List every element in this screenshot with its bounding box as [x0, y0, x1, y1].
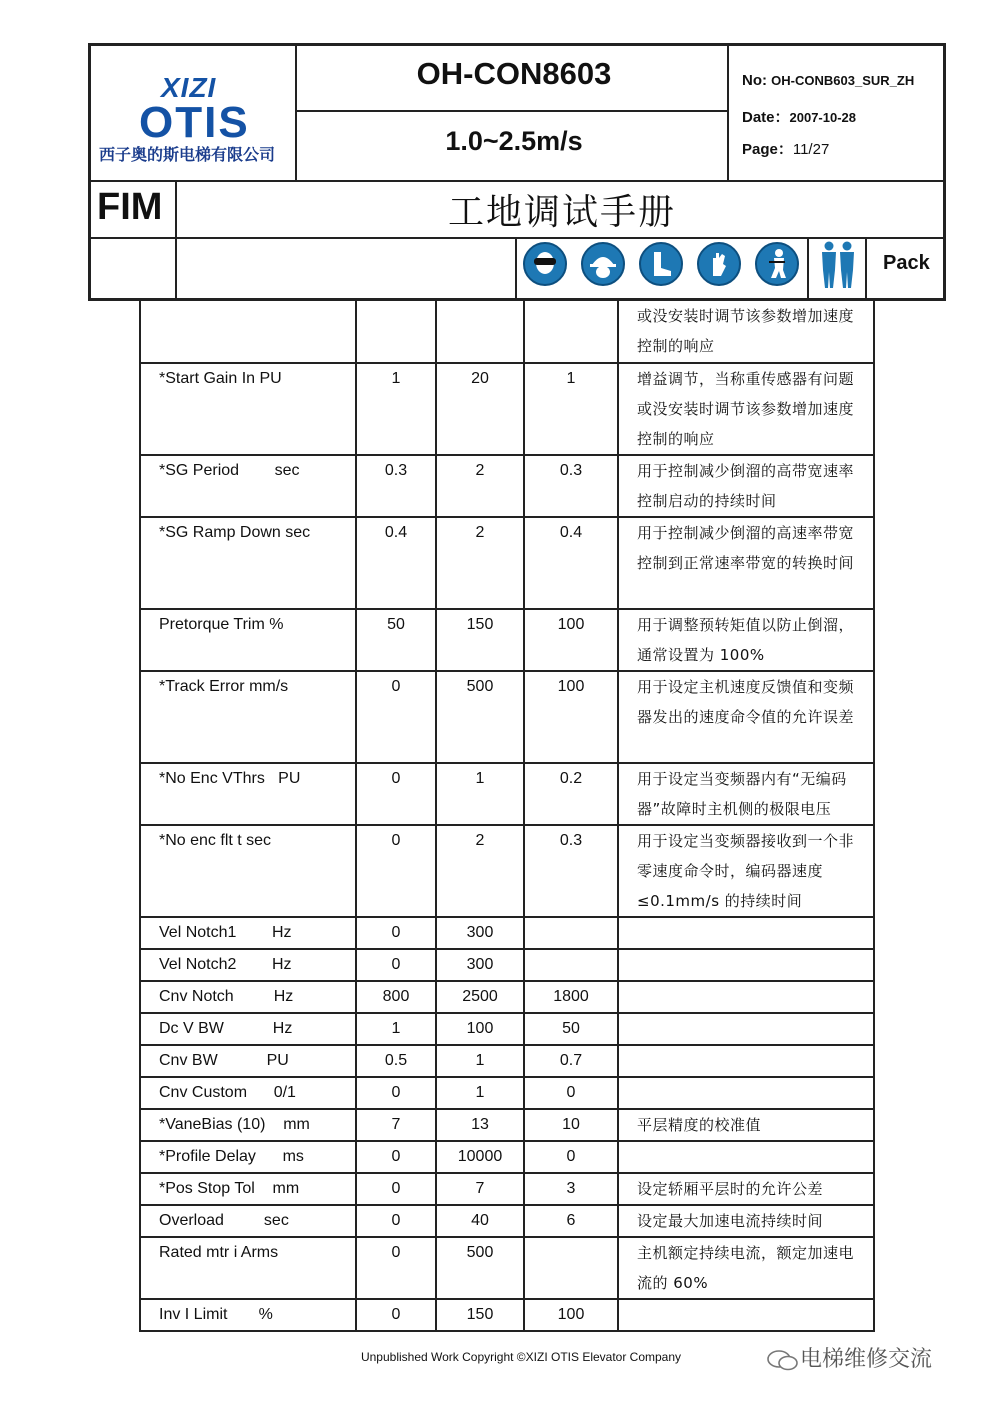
param-max: 300 [436, 917, 524, 949]
param-description [618, 1045, 874, 1077]
param-description: 设定最大加速电流持续时间 [618, 1205, 874, 1237]
param-default: 0 [524, 1141, 618, 1173]
param-description: 用于设定主机速度反馈值和变频器发出的速度命令值的允许误差 [618, 671, 874, 763]
document-header [88, 43, 946, 301]
param-description [618, 981, 874, 1013]
param-default: 50 [524, 1013, 618, 1045]
param-max: 2 [436, 517, 524, 609]
divider [91, 180, 943, 182]
divider [515, 237, 517, 298]
param-max: 500 [436, 671, 524, 763]
param-default: 0.2 [524, 763, 618, 825]
category-label: FIM [97, 186, 163, 228]
param-description [618, 1077, 874, 1109]
table-row [140, 917, 874, 949]
table-row [140, 1045, 874, 1077]
param-description [618, 1013, 874, 1045]
speed-range: 1.0~2.5m/s [445, 126, 583, 156]
param-min: 800 [356, 981, 436, 1013]
param-default: 1800 [524, 981, 618, 1013]
param-name: *No enc flt t sec [140, 825, 356, 917]
param-default: 100 [524, 671, 618, 763]
param-description: 用于调整预转矩值以防止倒溜，通常设置为 100% [618, 609, 874, 671]
param-description: 或没安装时调节该参数增加速度控制的响应 [618, 301, 874, 363]
param-min: 50 [356, 609, 436, 671]
param-default: 0 [524, 1077, 618, 1109]
param-description: 设定轿厢平层时的允许公差 [618, 1173, 874, 1205]
param-max: 1 [436, 1077, 524, 1109]
param-description: 平层精度的校准值 [618, 1109, 874, 1141]
manual-title: 工地调试手册 [447, 192, 676, 233]
param-description [618, 917, 874, 949]
param-name: *Pos Stop Tol mm [140, 1173, 356, 1205]
param-default: 0.3 [524, 825, 618, 917]
param-max: 150 [436, 1299, 524, 1331]
param-name: Vel Notch2 Hz [140, 949, 356, 981]
param-min: 0 [356, 1077, 436, 1109]
param-description [618, 1141, 874, 1173]
table-row [140, 1173, 874, 1205]
logo-otis: OTIS [139, 98, 250, 147]
doc-page-value: 11/27 [792, 141, 830, 158]
param-min: 0 [356, 949, 436, 981]
table-row [140, 1237, 874, 1299]
harness-icon [755, 242, 799, 286]
param-max: 2 [436, 455, 524, 517]
watermark-text: 电梯维修交流 [800, 1347, 933, 1372]
param-description: 用于设定当变频器接收到一个非零速度命令时，编码器速度≤0.1mm/s 的持续时间 [618, 825, 874, 917]
param-default: 100 [524, 1299, 618, 1331]
param-max: 2 [436, 825, 524, 917]
param-max: 13 [436, 1109, 524, 1141]
table-row [140, 671, 874, 763]
param-name: Overload sec [140, 1205, 356, 1237]
two-people-icon [815, 240, 861, 294]
param-name: *SG Ramp Down sec [140, 517, 356, 609]
param-default [524, 949, 618, 981]
logo-xizi: XIZI [161, 72, 217, 103]
company-name: 西子奥的斯电梯有限公司 [99, 145, 276, 164]
table-row [140, 825, 874, 917]
parameter-table-body [140, 301, 874, 1331]
param-min: 0.3 [356, 455, 436, 517]
param-description: 增益调节，当称重传感器有问题或没安装时调节该参数增加速度控制的响应 [618, 363, 874, 455]
table-row [140, 1013, 874, 1045]
table-row [140, 609, 874, 671]
param-min: 1 [356, 1013, 436, 1045]
param-min: 1 [356, 363, 436, 455]
document-code: OH-CON8603 [416, 56, 612, 91]
param-name: Rated mtr i Arms [140, 1237, 356, 1299]
param-min: 0 [356, 1141, 436, 1173]
table-row [140, 1109, 874, 1141]
param-name: *Track Error mm/s [140, 671, 356, 763]
param-name: *Start Gain In PU [140, 363, 356, 455]
param-min: 0 [356, 1205, 436, 1237]
param-default: 100 [524, 609, 618, 671]
param-min: 0 [356, 1173, 436, 1205]
param-max: 150 [436, 609, 524, 671]
doc-date-value: 2007-10-28 [789, 110, 857, 125]
param-default [524, 1237, 618, 1299]
param-name: Cnv Notch Hz [140, 981, 356, 1013]
param-min: 0.5 [356, 1045, 436, 1077]
param-description: 主机额定持续电流，额定加速电流的 60% [618, 1237, 874, 1299]
divider [865, 237, 867, 298]
param-description [618, 1299, 874, 1331]
safety-boots-icon [639, 242, 683, 286]
param-default: 3 [524, 1173, 618, 1205]
param-name: *No Enc VThrs PU [140, 763, 356, 825]
param-name: Cnv Custom 0/1 [140, 1077, 356, 1109]
pack-label: Pack [883, 252, 930, 274]
param-name: Pretorque Trim % [140, 609, 356, 671]
param-default: 1 [524, 363, 618, 455]
safety-goggles-icon [523, 242, 567, 286]
table-row [140, 1205, 874, 1237]
param-default: 0.4 [524, 517, 618, 609]
param-min: 0 [356, 1237, 436, 1299]
table-row [140, 763, 874, 825]
param-description [618, 949, 874, 981]
table-row [140, 455, 874, 517]
hard-hat-icon [581, 242, 625, 286]
table-row [140, 301, 874, 363]
param-default: 10 [524, 1109, 618, 1141]
param-max: 40 [436, 1205, 524, 1237]
table-row [140, 981, 874, 1013]
param-min: 7 [356, 1109, 436, 1141]
param-name: *SG Period sec [140, 455, 356, 517]
param-min: 0 [356, 825, 436, 917]
doc-page-label: Page： [742, 141, 793, 158]
param-max: 1 [436, 763, 524, 825]
table-row [140, 949, 874, 981]
doc-page [742, 138, 829, 159]
table-row [140, 1299, 874, 1331]
doc-date [742, 106, 856, 127]
param-name: Vel Notch1 Hz [140, 917, 356, 949]
param-min: 0 [356, 671, 436, 763]
param-default: 0.7 [524, 1045, 618, 1077]
param-name: *VaneBias (10) mm [140, 1109, 356, 1141]
param-description: 用于控制减少倒溜的高带宽速率控制启动的持续时间 [618, 455, 874, 517]
param-max: 2500 [436, 981, 524, 1013]
param-max: 500 [436, 1237, 524, 1299]
param-max [436, 301, 524, 363]
doc-number-label: No: [742, 72, 767, 89]
param-max: 1 [436, 1045, 524, 1077]
param-default [524, 917, 618, 949]
table-row [140, 363, 874, 455]
table-row [140, 517, 874, 609]
divider [807, 237, 809, 298]
chat-bubble-icon [766, 1348, 800, 1372]
divider [295, 110, 729, 112]
watermark [766, 1342, 932, 1373]
copyright-footer: Unpublished Work Copyright ©XIZI OTIS Elevator Company [360, 1350, 682, 1364]
param-min: 0 [356, 917, 436, 949]
param-description: 用于控制减少倒溜的高速率带宽控制到正常速率带宽的转换时间 [618, 517, 874, 609]
param-name: Inv I Limit % [140, 1299, 356, 1331]
parameter-table [139, 301, 875, 1332]
param-min [356, 301, 436, 363]
param-min: 0 [356, 1299, 436, 1331]
doc-number [742, 72, 914, 89]
param-max: 100 [436, 1013, 524, 1045]
param-max: 7 [436, 1173, 524, 1205]
param-name: Dc V BW Hz [140, 1013, 356, 1045]
param-max: 300 [436, 949, 524, 981]
param-max: 10000 [436, 1141, 524, 1173]
param-default [524, 301, 618, 363]
param-min: 0.4 [356, 517, 436, 609]
param-default: 6 [524, 1205, 618, 1237]
table-row [140, 1141, 874, 1173]
param-min: 0 [356, 763, 436, 825]
param-max: 20 [436, 363, 524, 455]
doc-number-value: OH-CONB603_SUR_ZH [771, 73, 915, 88]
param-default: 0.3 [524, 455, 618, 517]
doc-date-label: Date： [742, 109, 790, 126]
divider [91, 237, 943, 239]
param-name [140, 301, 356, 363]
gloves-icon [697, 242, 741, 286]
param-description: 用于设定当变频器内有“无编码器”故障时主机侧的极限电压 [618, 763, 874, 825]
param-name: *Profile Delay ms [140, 1141, 356, 1173]
table-row [140, 1077, 874, 1109]
divider [295, 46, 297, 180]
param-name: Cnv BW PU [140, 1045, 356, 1077]
